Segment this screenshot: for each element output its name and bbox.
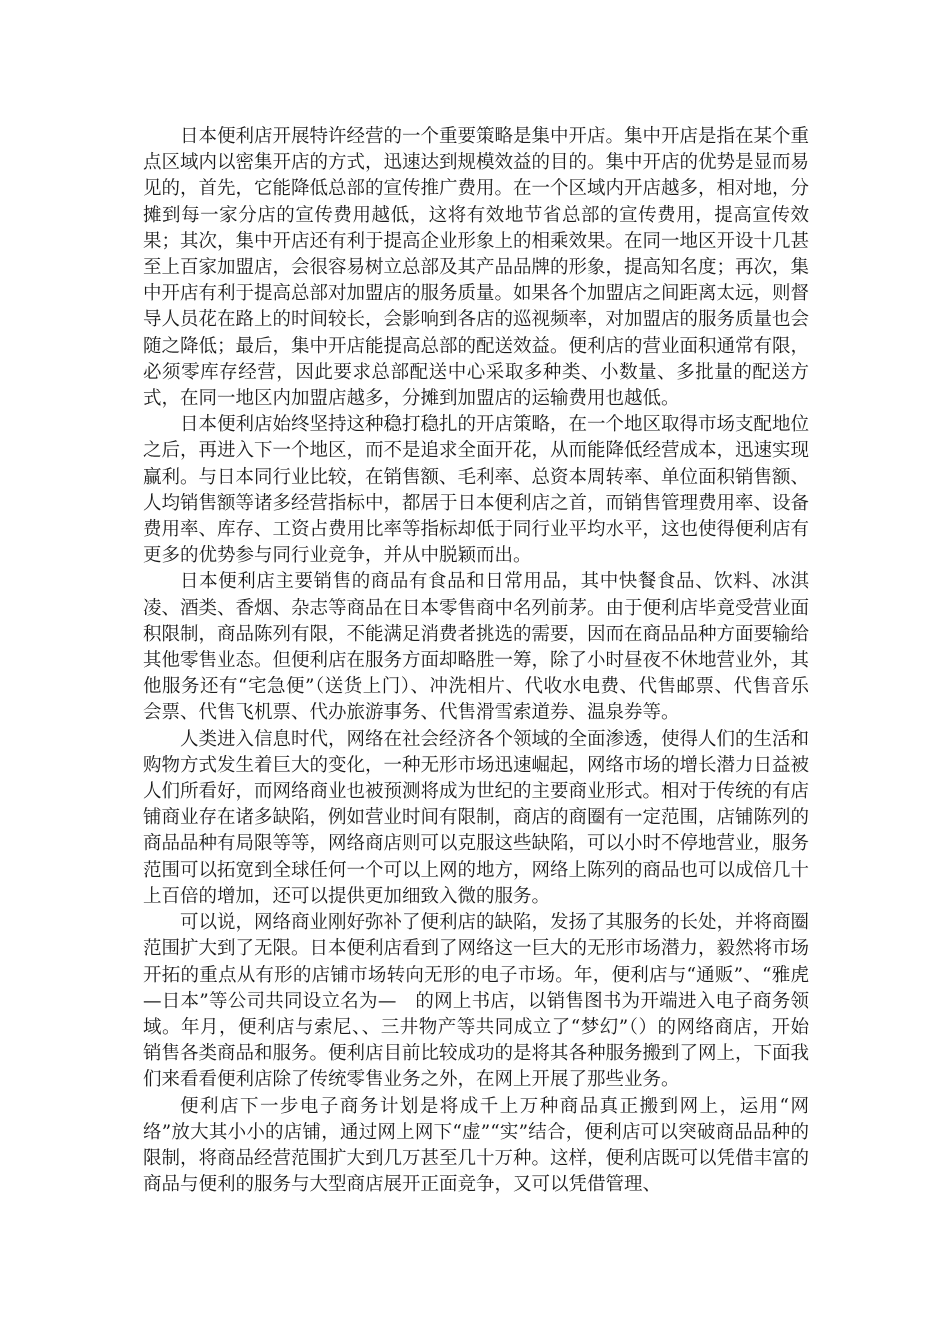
paragraph-network-commerce: 可以说，网络商业刚好弥补了便利店的缺陷，发扬了其服务的长处，并将商圈范围扩大到了无限。日本便利店看到了网络这一巨大的无形市场潜力，毅然将市场开拓的重点从有形的店铺市场转向无形的电子市场。年，便利店与“通贩”、“雅虎—日本”等公司共同设立名为— 的网上书店，以销售图书为开端进入电子商务领域。年月，便利店与索尼、、三井物产等共同成立了“梦幻”（）的网络商店，开始销售各类商品和服务。便利店目前比较成功的是将其各种服务搬到了网上，下面我们来看看便利店除了传统零售业务之外，在网上开展了那些业务。	[143, 912, 810, 1091]
paragraph-concentrated-stores: 日本便利店开展特许经营的一个重要策略是集中开店。集中开店是指在某个重点区域内以密集开店的方式，迅速达到规模效益的目的。集中开店的优势是显而易见的，首先，它能降低总部的宣传推广费用。在一个区域内开店越多，相对地，分摊到每一家分店的宣传费用越低，这将有效地节省总部的宣传费用，提高宣传效果；其次，集中开店还有利于提高企业形象上的相乘效果。在同一地区开设十几甚至上百家加盟店，会很容易树立总部及其产品品牌的形象，提高知名度；再次，集中开店有利于提高总部对加盟店的服务质量。如果各个加盟店之间距离太远，则督导人员花在路上的时间较长，会影响到各店的巡视频率，对加盟店的服务质量也会随之降低；最后，集中开店能提高总部的配送效益。便利店的营业面积通常有限，必须零库存经营，因此要求总部配送中心采取多种类、小数量、多批量的配送方式，在同一地区内加盟店越多，分摊到加盟店的运输费用也越低。	[143, 126, 810, 410]
paragraph-products-services: 日本便利店主要销售的商品有食品和日常用品，其中快餐食品、饮料、冰淇凌、酒类、香烟、杂志等商品在日本零售商中名列前茅。由于便利店毕竟受营业面积限制，商品陈列有限，不能满足消费者挑选的需要，因而在商品品种方面要输给其他零售业态。但便利店在服务方面却略胜一筹，除了小时昼夜不休地营业外，其他服务还有“宅急便”（送货上门）、冲洗相片、代收水电费、代售邮票、代售音乐会票、代售飞机票、代办旅游事务、代售滑雪索道券、温泉券等。	[143, 571, 810, 724]
paragraph-steady-strategy: 日本便利店始终坚持这种稳打稳扎的开店策略，在一个地区取得市场支配地位之后，再进入下一个地区，而不是追求全面开花，从而能降低经营成本，迅速实现赢利。与日本同行业比较，在销售额、毛利率、总资本周转率、单位面积销售额、人均销售额等诸多经营指标中，都居于日本便利店之首，而销售管理费用率、设备费用率、库存、工资占费用比率等指标却低于同行业平均水平，这也使得便利店有更多的优势参与同行业竞争，并从中脱颖而出。	[143, 414, 810, 567]
paragraph-ecommerce-plan: 便利店下一步电子商务计划是将成千上万种商品真正搬到网上，运用“网络”放大其小小的店铺，通过网上网下“虚”“实”结合，便利店可以突破商品品种的限制，将商品经营范围扩大到几万甚至几十万种。这样，便利店既可以凭借丰富的商品与便利的服务与大型商店展开正面竞争，又可以凭借管理、	[143, 1095, 810, 1196]
paragraph-information-age: 人类进入信息时代，网络在社会经济各个领域的全面渗透，使得人们的生活和购物方式发生着巨大的变化，一种无形市场迅速崛起，网络市场的增长潜力日益被人们所看好，而网络商业也被预测将成为世纪的主要商业形式。相对于传统的有店铺商业存在诸多缺陷，例如营业时间有限制，商店的商圈有一定范围，店铺陈列的商品品种有局限等等，网络商店则可以克服这些缺陷，可以小时不停地营业，服务范围可以拓宽到全球任何一个可以上网的地方，网络上陈列的商品也可以成倍几十上百倍的增加，还可以提供更加细致入微的服务。	[143, 728, 810, 907]
document-body	[143, 124, 809, 1198]
